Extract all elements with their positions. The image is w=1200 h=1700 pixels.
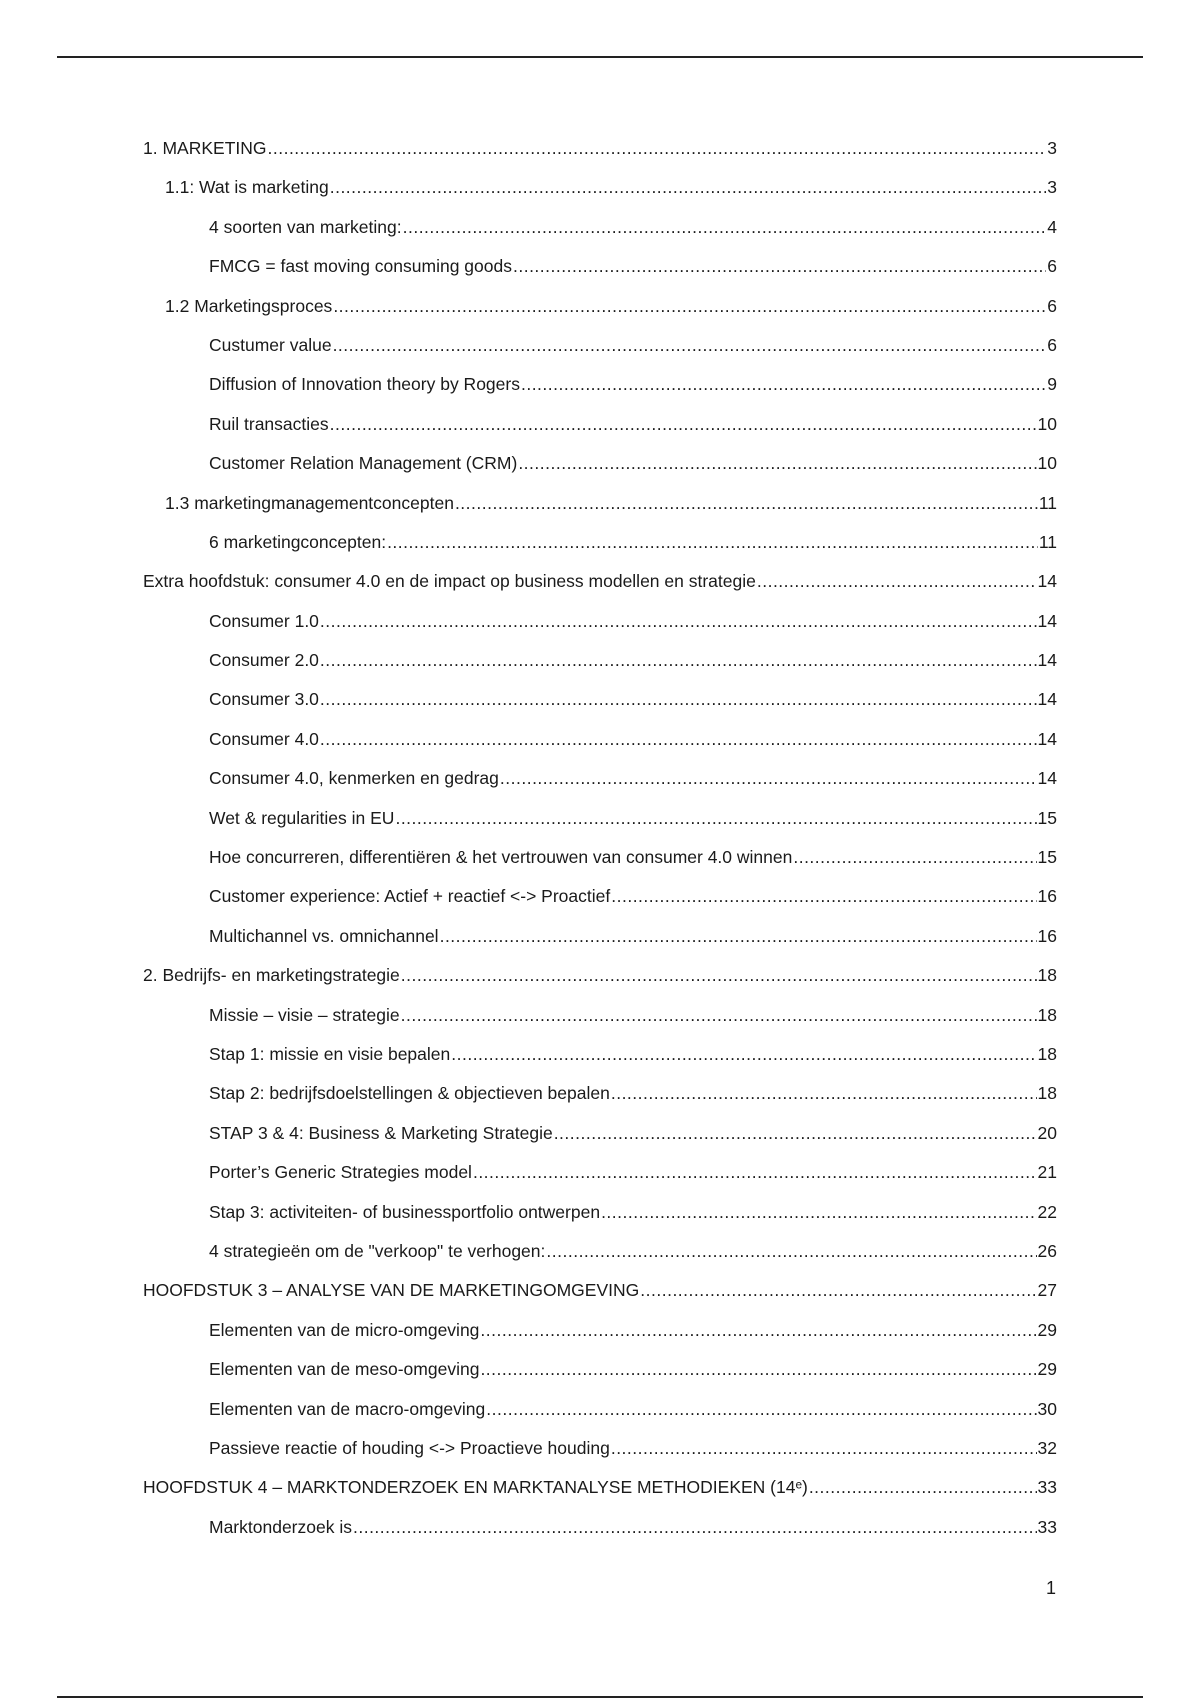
toc-entry-title: Consumer 4.0, kenmerken en gedrag xyxy=(209,768,499,789)
toc-entry-title: Wet & regularities in EU xyxy=(209,807,395,828)
toc-entry[interactable] xyxy=(0,1240,1200,1279)
toc-entry-page: 14 xyxy=(1037,650,1057,671)
toc-entry-page: 15 xyxy=(1037,807,1057,828)
toc-entry[interactable] xyxy=(0,492,1200,531)
toc-entry[interactable] xyxy=(0,255,1200,294)
toc-dot-leader xyxy=(518,452,1036,474)
toc-entry[interactable] xyxy=(0,688,1200,727)
toc-dot-leader xyxy=(757,570,1037,592)
toc-dot-leader xyxy=(546,1240,1036,1262)
toc-entry[interactable] xyxy=(0,531,1200,570)
toc-entry-title: Stap 3: activiteiten- of businessportfolio ontwerpen xyxy=(209,1201,601,1222)
toc-entry[interactable] xyxy=(0,1358,1200,1397)
toc-entry-title: Extra hoofdstuk: consumer 4.0 en de impact op business modellen en strategie xyxy=(143,571,756,592)
toc-entry-title: 1.3 marketingmanagementconcepten xyxy=(165,492,454,513)
toc-entry-page: 22 xyxy=(1037,1201,1057,1222)
toc-dot-leader xyxy=(513,255,1046,277)
page-number: 1 xyxy=(1045,1578,1056,1598)
toc-dot-leader xyxy=(611,885,1036,907)
toc-dot-leader xyxy=(640,1279,1036,1301)
toc-entry-page: 30 xyxy=(1037,1398,1057,1419)
toc-entry[interactable] xyxy=(0,216,1200,255)
toc-dot-leader xyxy=(401,1004,1037,1026)
toc-entry-title: Consumer 1.0 xyxy=(209,610,319,631)
toc-entry-page: 11 xyxy=(1038,492,1057,513)
toc-dot-leader xyxy=(401,964,1037,986)
toc-dot-leader xyxy=(455,492,1038,514)
toc-entry[interactable] xyxy=(0,1476,1200,1515)
toc-entry[interactable] xyxy=(0,334,1200,373)
toc-dot-leader xyxy=(320,610,1037,632)
toc-dot-leader xyxy=(500,767,1037,789)
toc-entry-page: 33 xyxy=(1037,1477,1057,1498)
toc-entry-title: Custumer value xyxy=(209,334,332,355)
toc-entry-title: FMCG = fast moving consuming goods xyxy=(209,256,512,277)
toc-entry[interactable] xyxy=(0,846,1200,885)
toc-dot-leader xyxy=(403,216,1047,238)
toc-dot-leader xyxy=(320,728,1037,750)
toc-entry-title: Elementen van de micro-omgeving xyxy=(209,1319,480,1340)
toc-dot-leader xyxy=(521,373,1046,395)
toc-entry-title: Passieve reactie of houding <-> Proactieve houding xyxy=(209,1437,610,1458)
toc-entry-page: 14 xyxy=(1037,768,1057,789)
toc-entry-title: 4 soorten van marketing: xyxy=(209,216,402,237)
toc-entry[interactable] xyxy=(0,1398,1200,1437)
toc-entry-page: 10 xyxy=(1037,453,1057,474)
toc-entry[interactable] xyxy=(0,649,1200,688)
toc-entry-title: 1.1: Wat is marketing xyxy=(165,177,329,198)
toc-entry-title: HOOFDSTUK 4 – MARKTONDERZOEK EN MARKTANALYSE METHODIEKEN (14ᵉ) xyxy=(143,1477,808,1498)
toc-dot-leader xyxy=(486,1398,1036,1420)
toc-entry-page: 21 xyxy=(1037,1162,1057,1183)
toc-dot-leader xyxy=(330,413,1037,435)
toc-dot-leader xyxy=(554,1122,1037,1144)
toc-entry[interactable] xyxy=(0,413,1200,452)
toc-entry-page: 18 xyxy=(1037,965,1057,986)
toc-entry[interactable] xyxy=(0,728,1200,767)
toc-dot-leader xyxy=(440,925,1037,947)
toc-entry-title: Diffusion of Innovation theory by Rogers xyxy=(209,374,520,395)
toc-dot-leader xyxy=(353,1516,1037,1538)
toc-entry[interactable] xyxy=(0,767,1200,806)
table-of-contents xyxy=(0,137,1200,1555)
toc-dot-leader xyxy=(333,334,1047,356)
toc-entry-page: 3 xyxy=(1047,177,1057,198)
toc-entry[interactable] xyxy=(0,1161,1200,1200)
toc-entry-page: 16 xyxy=(1037,925,1057,946)
toc-entry[interactable] xyxy=(0,807,1200,846)
toc-entry-page: 15 xyxy=(1037,847,1057,868)
toc-entry-title: HOOFDSTUK 3 – ANALYSE VAN DE MARKETINGOMGEVING xyxy=(143,1280,640,1301)
toc-entry-title: Ruil transacties xyxy=(209,413,329,434)
toc-entry-title: Elementen van de macro-omgeving xyxy=(209,1398,486,1419)
toc-entry-page: 18 xyxy=(1037,1043,1057,1064)
toc-entry[interactable] xyxy=(0,1122,1200,1161)
toc-entry[interactable] xyxy=(0,1043,1200,1082)
toc-entry-title: Missie – visie – strategie xyxy=(209,1004,400,1025)
footer-rule xyxy=(57,1696,1143,1698)
toc-entry[interactable] xyxy=(0,373,1200,412)
toc-dot-leader xyxy=(395,807,1036,829)
toc-entry-page: 6 xyxy=(1047,334,1057,355)
toc-entry-title: Consumer 3.0 xyxy=(209,689,319,710)
toc-entry-page: 14 xyxy=(1037,571,1057,592)
toc-entry-title: 6 marketingconcepten: xyxy=(209,531,387,552)
toc-dot-leader xyxy=(480,1358,1036,1380)
toc-dot-leader xyxy=(809,1476,1037,1498)
toc-entry-page: 6 xyxy=(1047,295,1057,316)
toc-entry-title: Stap 1: missie en visie bepalen xyxy=(209,1043,451,1064)
toc-entry-title: 2. Bedrijfs- en marketingstrategie xyxy=(143,965,400,986)
toc-entry[interactable] xyxy=(0,964,1200,1003)
toc-entry-title: Marktonderzoek is xyxy=(209,1516,352,1537)
toc-dot-leader xyxy=(473,1161,1037,1183)
toc-entry-title: Customer Relation Management (CRM) xyxy=(209,453,518,474)
toc-entry-page: 29 xyxy=(1037,1359,1057,1380)
toc-entry[interactable] xyxy=(0,1082,1200,1121)
toc-entry-title: Customer experience: Actief + reactief <-> Proactief xyxy=(209,886,611,907)
toc-entry[interactable] xyxy=(0,925,1200,964)
toc-entry[interactable] xyxy=(0,452,1200,491)
toc-entry-title: Stap 2: bedrijfsdoelstellingen & objectieven bepalen xyxy=(209,1083,610,1104)
toc-entry-title: 1.2 Marketingsproces xyxy=(165,295,333,316)
toc-entry[interactable] xyxy=(0,1279,1200,1318)
toc-entry-title: Elementen van de meso-omgeving xyxy=(209,1359,480,1380)
toc-entry-page: 27 xyxy=(1037,1280,1057,1301)
toc-entry[interactable] xyxy=(0,610,1200,649)
toc-entry[interactable] xyxy=(0,137,1200,176)
toc-entry-title: Multichannel vs. omnichannel xyxy=(209,925,439,946)
toc-entry-page: 26 xyxy=(1037,1240,1057,1261)
toc-entry-title: 1. MARKETING xyxy=(143,138,267,158)
toc-entry[interactable] xyxy=(0,1201,1200,1240)
toc-entry-title: Porter’s Generic Strategies model xyxy=(209,1162,472,1183)
toc-entry-page: 18 xyxy=(1037,1083,1057,1104)
toc-dot-leader xyxy=(333,295,1046,317)
toc-entry-page: 4 xyxy=(1047,216,1057,237)
toc-entry-page: 11 xyxy=(1038,531,1057,552)
toc-entry-page: 16 xyxy=(1037,886,1057,907)
toc-entry-title: Consumer 2.0 xyxy=(209,650,319,671)
toc-entry-page: 14 xyxy=(1037,689,1057,710)
toc-dot-leader xyxy=(611,1437,1037,1459)
toc-dot-leader xyxy=(330,176,1047,198)
toc-entry-title: Consumer 4.0 xyxy=(209,728,319,749)
toc-entry[interactable] xyxy=(0,1319,1200,1358)
toc-entry[interactable] xyxy=(0,1437,1200,1476)
toc-entry-page: 14 xyxy=(1037,728,1057,749)
toc-entry-page: 18 xyxy=(1037,1004,1057,1025)
toc-entry-page: 14 xyxy=(1037,610,1057,631)
toc-dot-leader xyxy=(320,688,1037,710)
toc-dot-leader xyxy=(268,137,1047,159)
toc-entry[interactable] xyxy=(0,1004,1200,1043)
toc-entry-page: 6 xyxy=(1047,256,1057,277)
toc-entry[interactable] xyxy=(0,885,1200,924)
toc-entry-title: Hoe concurreren, differentiëren & het vertrouwen van consumer 4.0 winnen xyxy=(209,847,793,868)
toc-entry-page: 32 xyxy=(1037,1437,1057,1458)
toc-dot-leader xyxy=(480,1319,1036,1341)
toc-entry-title: STAP 3 & 4: Business & Marketing Strategie xyxy=(209,1122,553,1143)
toc-entry-page: 29 xyxy=(1037,1319,1057,1340)
toc-dot-leader xyxy=(793,846,1036,868)
toc-dot-leader xyxy=(320,649,1037,671)
toc-dot-leader xyxy=(387,531,1038,553)
toc-entry-page: 10 xyxy=(1037,413,1057,434)
toc-entry-page: 20 xyxy=(1037,1122,1057,1143)
toc-entry[interactable] xyxy=(0,176,1200,215)
toc-entry[interactable] xyxy=(0,570,1200,609)
toc-entry-title: 4 strategieën om de "verkoop" te verhogen: xyxy=(209,1240,546,1261)
toc-entry-page: 9 xyxy=(1047,374,1057,395)
header-rule xyxy=(57,56,1143,58)
toc-entry[interactable] xyxy=(0,295,1200,334)
toc-dot-leader xyxy=(611,1082,1037,1104)
toc-dot-leader xyxy=(451,1043,1036,1065)
toc-dot-leader xyxy=(601,1201,1036,1223)
toc-entry-page: 3 xyxy=(1047,138,1057,158)
toc-entry[interactable] xyxy=(0,1516,1200,1555)
toc-entry-page: 33 xyxy=(1037,1516,1057,1537)
